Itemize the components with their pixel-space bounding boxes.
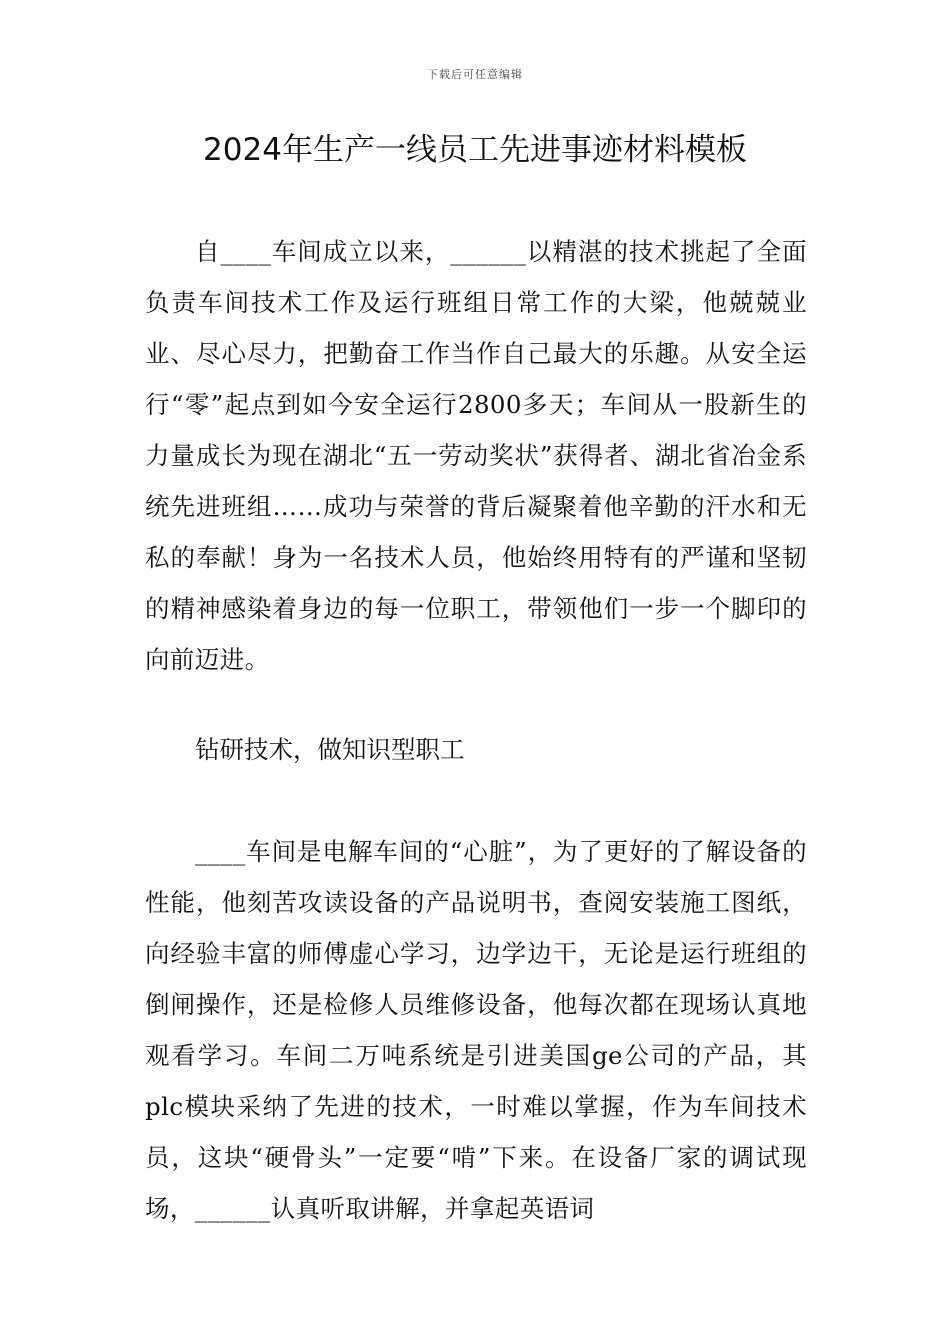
paragraph-technique: ____车间是电解车间的“心脏”，为了更好的了解设备的性能，他刻苦攻读设备的产品说明书，查阅安装施工图纸，向经验丰富的师傅虚心学习，边学边干，无论是运行班组的倒闸操作，还是检修人员维修设备，他每次都在现场认真地观看学习。车间二万吨系统是引进美国ge公司的产品，其plc模块采纳了先进的技术，一时难以掌握，作为车间技术员，这块“硬骨头”一定要“啃”下来。在设备厂家的调试现场，______认真听取讲解，并拿起英语词 (145, 837, 807, 1223)
download-note: 下载后可任意编辑 (427, 68, 523, 81)
section-heading: 钻研技术，做知识型职工 (195, 735, 465, 764)
paragraph-intro: 自____车间成立以来，______以精湛的技术挑起了全面负责车间技术工作及运行班组日常工作的大梁，他兢兢业业、尽心尽力，把勤奋工作当作自己最大的乐趣。从安全运行“零”起点到如今安全运行2800多天；车间从一股新生的力量成长为现在湖北“五一劳动奖状”获得者、湖北省冶金系统先进班组……成功与荣誉的背后凝聚着他辛勤的汗水和无私的奉献！身为一名技术人员，他始终用特有的严谨和坚韧的精神感染着身边的每一位职工，带领他们一步一个脚印的向前迈进。 (145, 237, 807, 674)
document-title: 2024年生产一线员工先进事迹材料模板 (203, 132, 747, 168)
